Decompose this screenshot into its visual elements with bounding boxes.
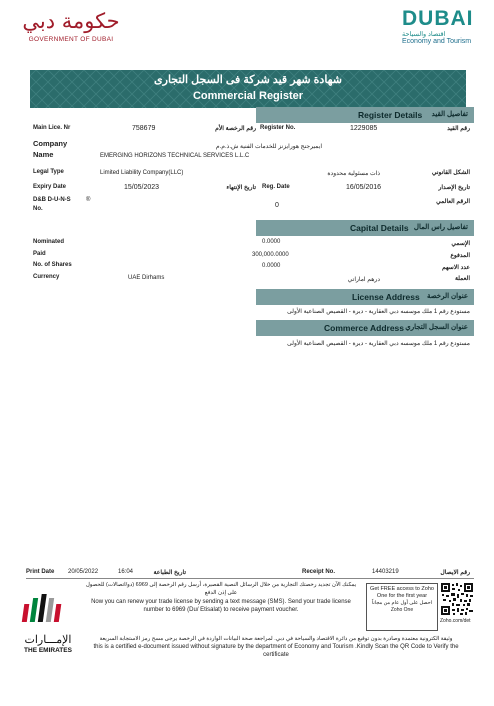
the-emirates-logo <box>20 592 76 658</box>
certificate-disclaimer-english: this is a certified e-document issued without signature by the department of Economy and Tourism .Kindly Scan the QR Code to Verify the certificate <box>93 644 459 658</box>
zoho-promo-english: Get FREE access to Zoho One for the first year <box>370 586 434 599</box>
commerce-address-title-arabic: عنوان السجل التجاري <box>405 324 468 331</box>
register-no-label: Register No. <box>260 125 296 131</box>
main-lic-value: 758679 <box>132 125 156 132</box>
sms-renewal-notice-arabic: يمكنك الآن تجديد رخصتك التجارية من خلال الرسائل النصية القصيرة، أرسل رقم الرخصة إلى 6969 (دو/اتصالات) للحصول على إذن الدفع <box>85 582 357 596</box>
reg-date-label-arabic: تاريخ الإصدار <box>438 185 470 191</box>
emirates-stripes-icon <box>20 592 76 628</box>
footer-divider <box>26 578 474 579</box>
expiry-date-label-arabic: تاريخ الإنتهاء <box>226 185 256 191</box>
company-name-label-line1: Company <box>33 139 68 148</box>
commerce-address-value: مستودع رقم 1 ملك موسسه دبي العقارية - ديرة - القصيص الصناعية الأولى <box>287 341 470 347</box>
legal-type-label-arabic: الشكل القانوني <box>431 170 470 176</box>
receipt-no-label-arabic: رقم الايصال <box>440 570 470 576</box>
capital-details-title: Capital Details <box>350 223 409 233</box>
gov-logo-english: GOVERNMENT OF DUBAI <box>28 36 114 43</box>
legal-type-value: Limited Liability Company(LLC) <box>100 170 184 176</box>
title-banner <box>30 70 466 108</box>
company-name-arabic-value: ايميرجنج هورايزنز للخدمات الفنية ش.ذ.م.م <box>215 144 322 150</box>
paid-label-arabic: المدفوع <box>450 253 470 259</box>
certificate-disclaimer-arabic: وثيقة الكترونية معتمدة وصادرة بدون توقيع من دائرة الاقتصاد والسياحة في دبي. لمراجعة صحة البيانات الواردة في الرخصة يرجى مسح رمز الاستجابة السريعة <box>99 636 453 642</box>
capital-details-header <box>256 220 474 236</box>
company-name-label-line2: Name <box>33 150 54 159</box>
legal-type-arabic-value: ذات مسئولية محدودة <box>327 171 380 177</box>
shares-label-arabic: عدد الاسهم <box>442 265 470 271</box>
zoho-promo-arabic: احصل على أول عام من مجاناً Zoho One <box>371 600 433 613</box>
emirates-logo-english: THE EMIRATES <box>24 647 72 654</box>
license-address-title: License Address <box>352 292 420 302</box>
verification-qr-code[interactable] <box>440 582 474 616</box>
print-time-value: 16:04 <box>118 569 134 575</box>
print-date-label-arabic: تاريخ الطباعة <box>153 570 186 576</box>
det-logo-arabic: اقتصاد والسياحة <box>402 31 446 38</box>
currency-arabic-value: درهم اماراتي <box>347 277 380 283</box>
license-address-title-arabic: عنوان الرخصة <box>426 293 468 300</box>
reg-date-label: Reg. Date <box>262 184 290 190</box>
register-no-label-arabic: رقم القيد <box>447 126 470 132</box>
print-date-label: Print Date <box>26 569 55 575</box>
currency-label-arabic: العملة <box>454 276 470 282</box>
emirates-logo-arabic: الإمـــارات <box>24 634 72 646</box>
register-details-title: Register Details <box>358 110 423 120</box>
zoho-promo-box <box>366 583 438 631</box>
commerce-address-header <box>256 320 474 336</box>
capital-details-title-arabic: تفاصيل راس المال <box>413 224 468 231</box>
duns-label-line2: No. <box>33 206 43 212</box>
license-address-header <box>256 289 474 305</box>
duns-value: 0 <box>275 202 279 209</box>
sms-renewal-notice-english: Now you can renew your trade license by sending a text message (SMS). Send your trade license number to 6969 (Du/ Etisalat) to receive payment voucher. <box>91 599 351 613</box>
zoho-url: Zoho.com/det <box>440 618 471 624</box>
register-no-value: 1229085 <box>350 125 378 132</box>
main-lic-label-arabic: رقم الرخصة الأم <box>215 126 256 132</box>
license-address-value: مستودع رقم 1 ملك موسسه دبي العقارية - ديرة - القصيص الصناعية الأولى <box>287 309 470 315</box>
expiry-date-label: Expiry Date <box>33 184 67 190</box>
currency-label: Currency <box>33 274 60 280</box>
shares-value: 0.0000 <box>262 263 281 269</box>
dubai-economy-tourism-logo <box>402 8 482 54</box>
nominated-label: Nominated <box>33 239 65 245</box>
nominated-label-arabic: الإسمي <box>451 241 470 247</box>
company-name-value: EMERGING HORIZONS TECHNICAL SERVICES L.L.C <box>100 153 250 159</box>
register-details-title-arabic: تفاصيل القيد <box>431 111 468 118</box>
det-logo-wordmark: DUBAI <box>402 7 474 30</box>
paid-value: 300,000.0000 <box>252 252 289 258</box>
main-lic-label: Main Lice. Nr <box>33 125 71 131</box>
banner-title-english: Commercial Register <box>192 90 304 102</box>
currency-value: UAE Dirhams <box>128 275 165 281</box>
government-of-dubai-logo <box>20 6 122 52</box>
gov-logo-arabic: حكومة دبي <box>22 9 120 33</box>
receipt-no-value: 14403219 <box>372 569 399 575</box>
banner-title-arabic: شهادة شهر قيد شركة فى السجل التجارى <box>154 74 342 86</box>
paid-label: Paid <box>33 251 46 257</box>
register-details-header <box>256 107 474 123</box>
commerce-address-title: Commerce Address <box>324 323 404 333</box>
duns-label-arabic: الرقم العالمي <box>436 199 470 205</box>
shares-label: No. of Shares <box>33 262 72 268</box>
print-date-value: 20/05/2022 <box>68 569 99 575</box>
reg-date-value: 16/05/2016 <box>346 184 382 191</box>
expiry-date-value: 15/05/2023 <box>124 184 160 191</box>
det-logo-english: Economy and Tourism <box>402 38 472 45</box>
receipt-no-label: Receipt No. <box>302 569 336 575</box>
duns-registered-mark: ® <box>86 197 91 203</box>
legal-type-label: Legal Type <box>33 169 64 175</box>
duns-label-line1: D&B D-U-N-S <box>33 197 71 203</box>
nominated-value: 0.0000 <box>262 239 281 245</box>
